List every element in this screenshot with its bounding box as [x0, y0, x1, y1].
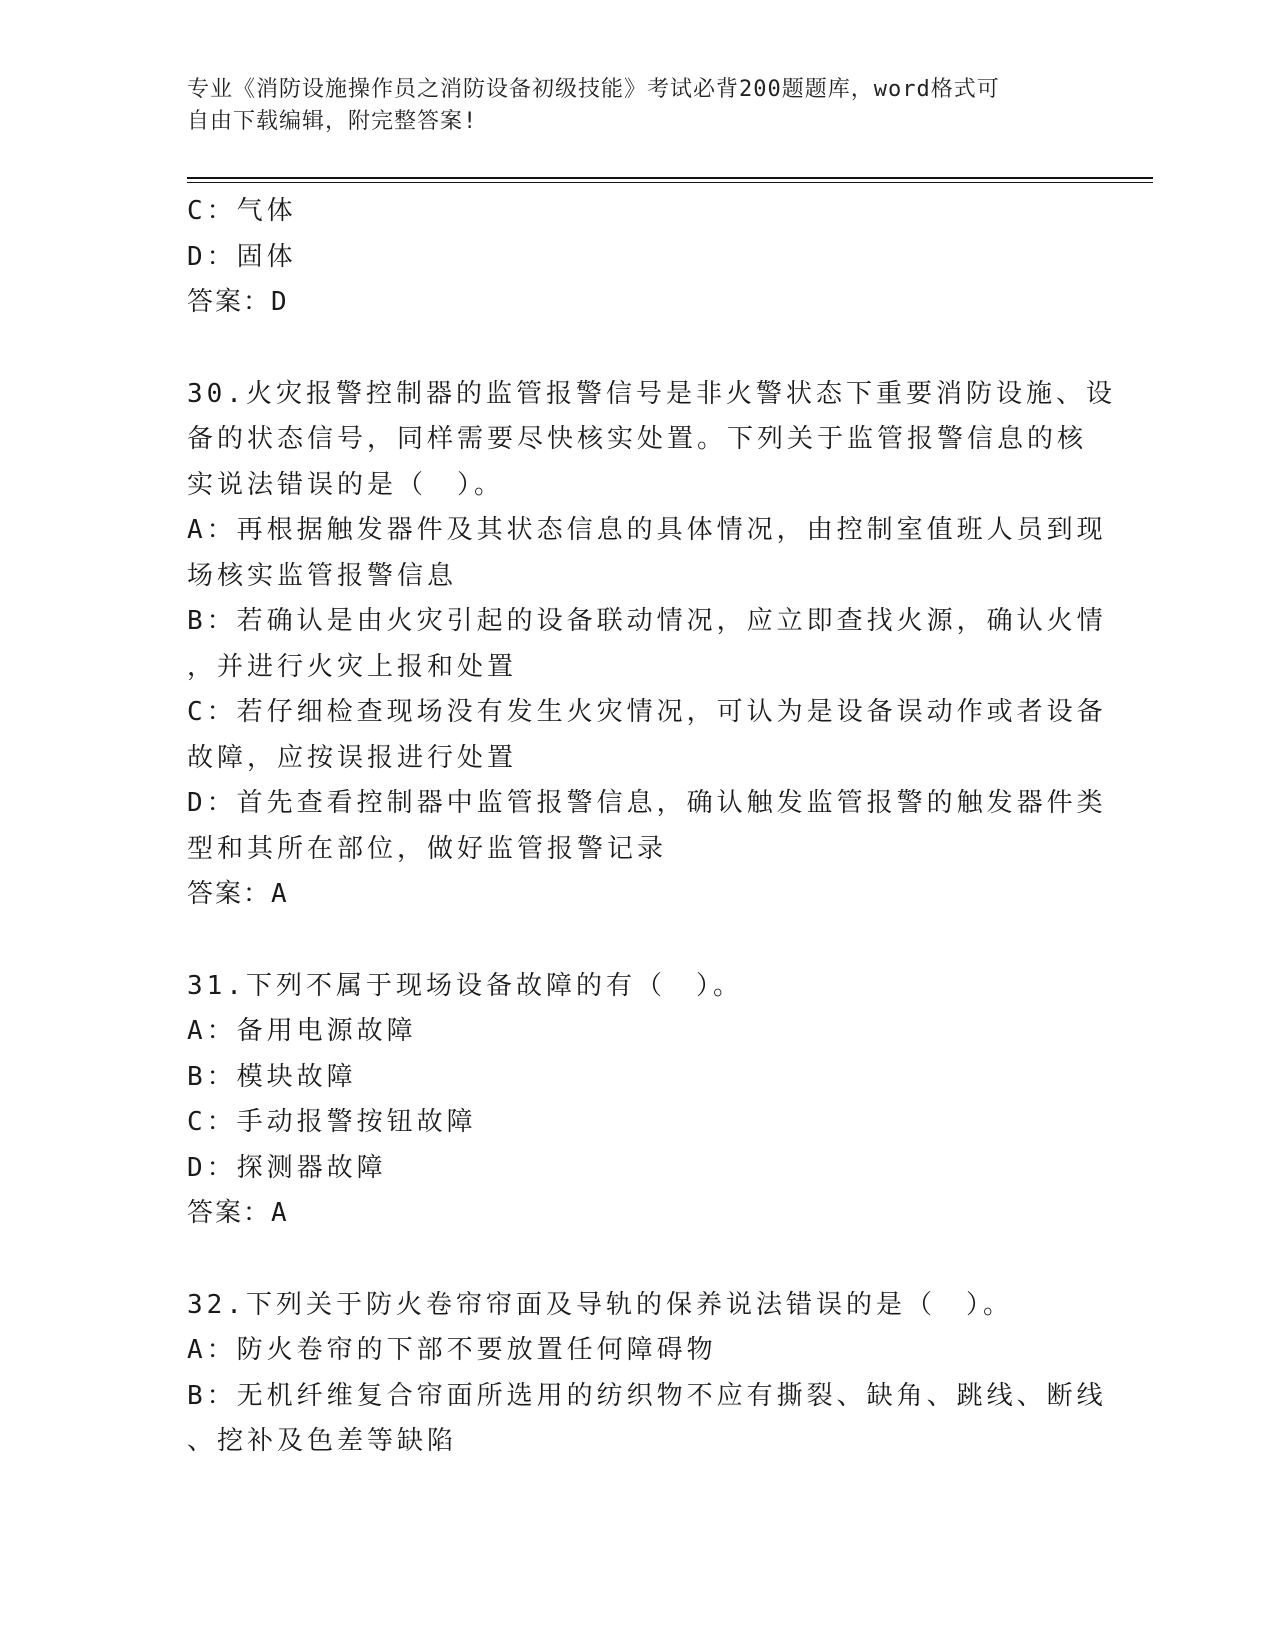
question-30: [187, 372, 1116, 918]
q30-answer: 答案：A: [187, 879, 289, 909]
q30-option-c-line-2: 故障，应按误报进行处置: [187, 742, 518, 773]
q30-option-a-line-2: 场核实监管报警信息: [187, 560, 458, 591]
q32-option-b-line-1: B：无机纤维复合帘面所选用的纺织物不应有撕裂、缺角、跳线、断线: [187, 1380, 1107, 1411]
question-content: [187, 189, 1116, 1465]
header-title-line-1: 专业《消防设施操作员之消防设备初级技能》考试必背200题题库，word格式可: [187, 77, 1000, 102]
q31-answer: 答案：A: [187, 1198, 289, 1228]
q30-option-a-line-1: A：再根据触发器件及其状态信息的具体情况，由控制室值班人员到现: [187, 515, 1107, 545]
q30-option-d-line-1: D：首先查看控制器中监管报警信息，确认触发监管报警的触发器件类: [187, 788, 1107, 818]
q30-stem-line-1: 30.火灾报警控制器的监管报警信号是非火警状态下重要消防设施、设: [187, 378, 1116, 409]
spacer: [187, 1237, 1087, 1283]
q31-option-d: D：探测器故障: [187, 1152, 387, 1183]
question-29-tail: [187, 189, 1087, 326]
q29-answer: 答案：D: [187, 287, 289, 317]
header-divider-thick: [187, 177, 1153, 179]
spacer: [187, 918, 1087, 964]
q32-option-b-line-2: 、挖补及色差等缺陷: [187, 1426, 458, 1456]
q29-option-d: D：固体: [187, 241, 297, 272]
question-32: [187, 1283, 1107, 1465]
q31-option-b: B：模块故障: [187, 1061, 357, 1092]
q31-option-a: A：备用电源故障: [187, 1016, 417, 1046]
question-31: [187, 964, 1087, 1237]
header-title-line-2: 自由下载编辑，附完整答案!: [187, 109, 478, 134]
page-header: [187, 74, 1067, 138]
q31-option-c: C：手动报警按钮故障: [187, 1107, 477, 1137]
q30-stem-line-2: 备的状态信号，同样需要尽快核实处置。下列关于监管报警信息的核: [187, 424, 1088, 454]
q30-stem-line-3: 实说法错误的是（ ）。: [187, 469, 505, 500]
q31-stem: 31.下列不属于现场设备故障的有（ ）。: [187, 970, 743, 1001]
q32-option-a: A：防火卷帘的下部不要放置任何障碍物: [187, 1335, 717, 1365]
q32-stem: 32.下列关于防火卷帘帘面及导轨的保养说法错误的是（ ）。: [187, 1289, 1013, 1320]
q30-option-b-line-1: B：若确认是由火灾引起的设备联动情况，应立即查找火源，确认火情: [187, 606, 1107, 636]
q30-option-d-line-2: 型和其所在部位，做好监管报警记录: [187, 833, 668, 864]
q29-option-c: C：气体: [187, 196, 297, 226]
q30-option-c-line-1: C：若仔细检查现场没有发生火灾情况，可认为是设备误动作或者设备: [187, 697, 1107, 727]
q30-option-b-line-2: ，并进行火灾上报和处置: [187, 651, 518, 682]
header-divider-thin: [187, 182, 1153, 183]
spacer: [187, 326, 1087, 372]
